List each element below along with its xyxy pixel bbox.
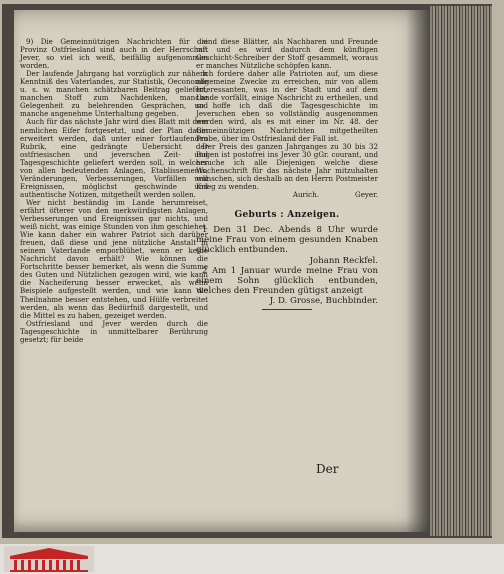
left-text-column [20, 38, 208, 344]
library-footer [0, 544, 504, 574]
right-text-column [196, 38, 378, 310]
paragraph: Der Preis des ganzen Jahrganges zu 30 bis 32 Bogen ist postofrei ins Jever 30 gGr. courant, und ersuche ich alle Diejenigen welche diese Wochenschrift für das nächste Jahr mitzuhalten wünschen, sich deshalb an den Herrn Postmeister Krieg zu wenden. [196, 141, 378, 191]
paragraph: Ostfriesland und Jever werden durch die Tagesgeschichte in unmittelbarer Berührung gesetzt; für beide [20, 318, 208, 344]
paragraph: Ich fordere daher alle Patrioten auf, um diese allgemeine Zwecke zu erreichen, mir von allem Interessanten, was in der Stadt und auf dem Lande vorfällt, einige Nachricht zu ertheilen, und so hoffe ich daß die Tagesgeschichte im Jeverschen eben so vollständig ausgenommen werden wird, als es mit einer im Nr. 48. der Gemeinnützigen Nachrichten mitgetheilten Probe, über im Ostfriesland der Fall ist. [196, 69, 378, 143]
announcement-signature: Johann Reckfel. [309, 255, 378, 266]
section-heading: Geburts : Anzeigen. [234, 209, 340, 220]
page-gutter-shadow [406, 10, 430, 532]
catchword: Der [316, 462, 339, 476]
paragraph: sind diese Blätter, als Nachbaren und Freunde mit und es wird dadurch dem künftigen Geschicht-Schreiber der Stoff gesammelt, woraus er manches Nützliche schöpfen kann. [196, 37, 378, 71]
birth-announcement: 2 Am 1 Januar wurde meine Frau von einem Sohn glücklich entbunden, welches den Freunden gütigst anzeigt [196, 265, 378, 297]
announcement-signature: J. D. Grosse, Buchbinder. [269, 296, 378, 307]
paragraph: 9) Die Gemeinnützigen Nachrichten für die Provinz Ostfriesland sind auch in der Herrschaft Jever, so viel ich weiß, beifällig aufgenommen worden. [20, 37, 208, 71]
place-and-signature: Aurich. Geyer. [292, 189, 378, 199]
paragraph: Auch für das nächste Jahr wird dies Blatt mit dem nemlichen Eifer fortgesetzt, und der Plan dabin erweitert werden, daß unter einer fortlaufenden Rubrik, eine gedrängte Uebersicht der ostfriesischen und jeverschen Zeit- und Tagesgeschichte geliefert werden soll, in welcher von allen bedeutenden Anlagen, Etablissements, Veränderungen, Verbesserungen, Vorfällen und Ereignissen, möglichst geschwinde und authentische Notizen, mitgetheilt werden sollen. [20, 117, 208, 199]
page-edges [430, 6, 492, 536]
paragraph: Der laufende Jahrgang hat vorzüglich zur nähern Kenntniß des Vaterlandes, zur Statistik, Oeconomie u. s. w. manchen schätzbaren Beitrag geliefert, manchen Stoff zum Nachdenken, manche Gelegenheit zu belehrenden Gesprächen, und manche angenehme Unterhaltung gegeben. [20, 69, 208, 119]
library-building-icon [4, 546, 94, 572]
paragraph: Wer nicht beständig im Lande herumreiset, erfährt öfterer von den merkwürdigsten Anlagen, Verbesserungen und Ereignissen gar nichts, und weiß nicht, was einige Stunden von ihm geschiehet. Wie kann daher ein wahrer Patriot sich darüber freuen, daß diese und jene nützliche Anstalt in seinem Vaterlande emporblühet, wenn er keine Nachricht davon erhält? Wie können die Fortschritte besser bemerket, als wenn die Summe des Guten und Nützlichen gezogen wird, wie kann die Nacheiferung besser erwecket, als wenn Beispiele aufgestellt werden, und wie kann die Theilnahme besser entstehen, und Hülfe verbreitet werden, als wenn das Bedürfniß dargestellt, und die Mittel es zu haben, gezeiget werden. [20, 197, 208, 320]
section-divider [262, 309, 312, 310]
birth-announcement: 1 Den 31 Dec. Abends 8 Uhr wurde meine Frau von einem gesunden Knaben glücklich entbunden. [196, 224, 378, 256]
